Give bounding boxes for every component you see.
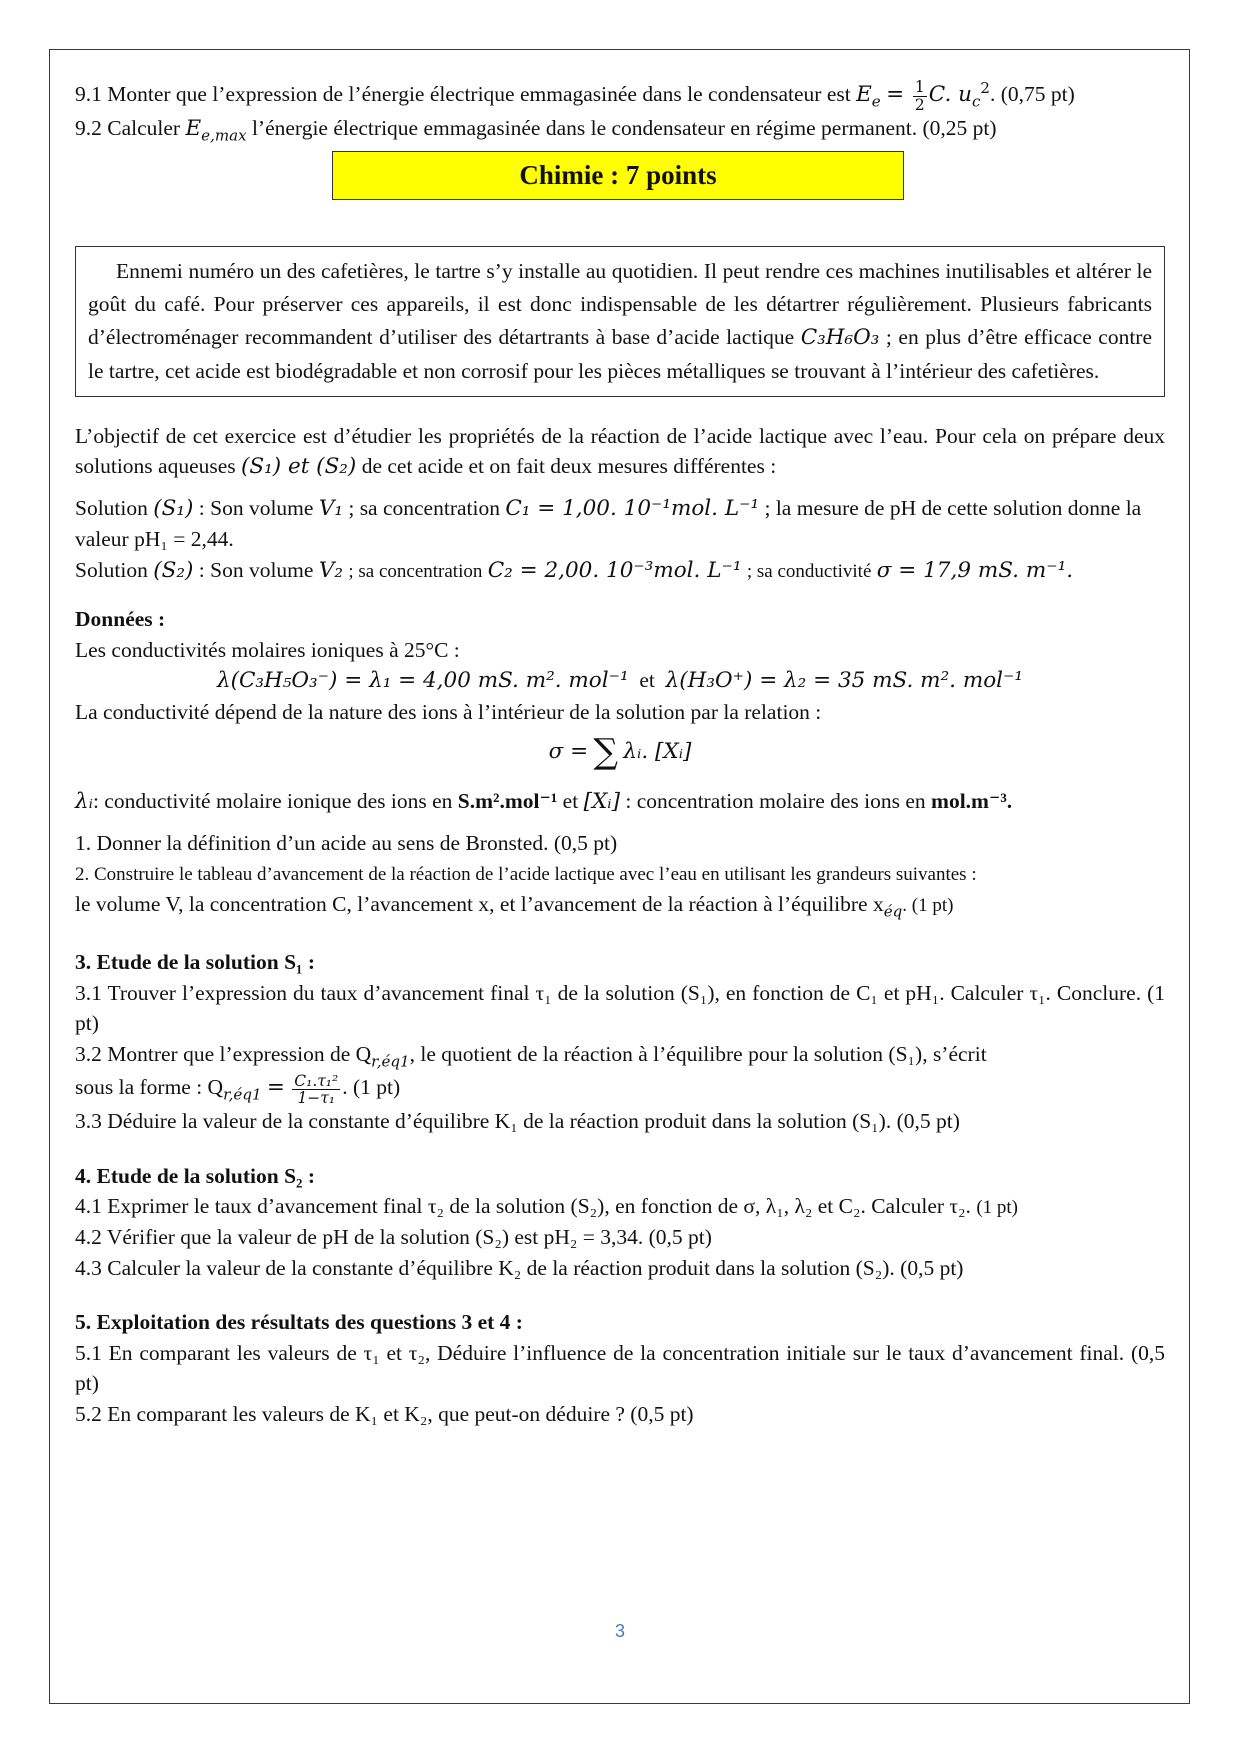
question-3-2-formula: sous la forme : $Q_{r,éq1}$ = $\frac{\text{C₁.τ₁²}}{\text{1−τ₁}}$ . (1 pt) [75,1071,401,1107]
conductivity-intro: Les conductivités molaires ioniques à 25°C : [75,637,460,662]
question-4-3: 4.3 Calculer la valeur de la constante d’équilibre K₂ de la réaction produit dans la solution (S₂). (0,5 pt) [75,1255,964,1280]
question-9-1: 9.1 Monter que l’expression de l’énergie électrique emmagasinée dans le condensateur est $E_e$ = $\frac{1}{2}$ C. $u_c^2$. (0,75 pt) [75,78,1075,114]
section-3-heading: 3. Etude de la solution S₁ : [75,950,316,975]
question-5-2: 5.2 En comparant les valeurs de K₁ et K₂, que peut-on déduire ? (0,5 pt) [75,1401,694,1426]
objective-paragraph: L’objectif de cet exercice est d’étudier les propriétés de la réaction de l’acide lactique avec l’eau. Pour cela on prépare deux solutions aqueuses (S₁) et (S₂) de cet acide et on fait deux mesures différentes : [75,423,1165,480]
question-1: 1. Donner la définition d’un acide au sens de Bronsted. (0,5 pt) [75,830,618,855]
intro-text-box [75,246,1165,397]
question-4-1: 4.1 Exprimer le taux d’avancement final τ₂ de la solution (S₂), en fonction de σ, λ₁, λ₂ et C₂. Calculer τ₂. (1 pt) [75,1194,1018,1219]
question-3-2: 3.2 Montrer que l’expression de $Q_{r,éq1}$, le quotient de la réaction à l’équilibre pour la solution (S₁), s’écrit [75,1041,987,1070]
definitions-line: λᵢ: conductivité molaire ionique des ions en S.m².mol⁻¹ et [Xᵢ] : concentration molaire des ions en mol.m⁻³. [75,789,1013,815]
solution-s1-description: Solution (S₁) : Son volume V₁ ; sa concentration C₁ = 1,00. 10⁻¹mol. L⁻¹ ; la mesure de pH de cette solution donne la valeur pH₁ = 2,44. [75,495,1142,552]
molar-conductivities: λ(C₃H₅O₃⁻) = λ₁ = 4,00 mS. m². mol⁻¹ et λ(H₃O⁺) = λ₂ = 35 mS. m². mol⁻¹ [216,668,1024,694]
page-content [75,78,1165,1429]
solution-s2-description: Solution (S₂) : Son volume V₂ ; sa concentration C₂ = 2,00. 10⁻³mol. L⁻¹ ; sa conductivité σ = 17,9 mS. m⁻¹. [75,557,1074,583]
question-3-3: 3.3 Déduire la valeur de la constante d’équilibre K₁ de la réaction produit dans la solution (S₁). (0,5 pt) [75,1109,960,1134]
page-number: 3 [614,1621,625,1641]
data-heading: Données : [75,607,166,632]
question-9-2: 9.2 Calculer $E_{e,max}$ l’énergie électrique emmagasinée dans le condensateur en régime permanent. (0,25 pt) [75,115,997,145]
question-2: 2. Construire le tableau d’avancement de la réaction de l’acide lactique avec l’eau en utilisant les grandeurs suivantes : le volume V, la concentration C, l’avancement x, et l’avancement de la réaction à l’équilibre $x_{éq}$. (1 pt) [75,864,977,921]
section-4-heading: 4. Etude de la solution S₂ : [75,1163,316,1188]
question-5-1: 5.1 En comparant les valeurs de τ₁ et τ₂, Déduire l’influence de la concentration initiale sur le taux d’avancement final. (0,5 pt) [75,1340,1165,1396]
section-5-heading: 5. Exploitation des résultats des questions 3 et 4 : [75,1310,523,1335]
conductivity-relation: σ = ∑ λᵢ. [Xᵢ] [548,731,692,772]
question-4-2: 4.2 Vérifier que la valeur de pH de la solution (S₂) est pH₂ = 3,34. (0,5 pt) [75,1225,712,1250]
relation-intro: La conductivité dépend de la nature des ions à l’intérieur de la solution par la relation : [75,700,822,724]
intro-paragraph: Ennemi numéro un des cafetières, le tartre s’y installe au quotidien. Il peut rendre ces machines inutilisables et altérer le goût du café. Pour préserver ces appareils, il est donc indispensable de les détartrer régulièrement. Plusieurs fabricants d’électroménager recommandent d’utiliser des détartrants à base d’acide lactique C₃H₆O₃ ; en plus d’être efficace contre le tartre, cet acide est biodégradable et non corrosif pour les pièces métalliques se trouvant à l’intérieur des cafetières. [88,258,1152,383]
chemistry-section-banner: Chimie : 7 points [332,151,904,200]
question-3-1: 3.1 Trouver l’expression du taux d’avancement final τ₁ de la solution (S₁), en fonction de C₁ et pH₁. Calculer τ₁. Conclure. (1 pt) [75,980,1165,1036]
